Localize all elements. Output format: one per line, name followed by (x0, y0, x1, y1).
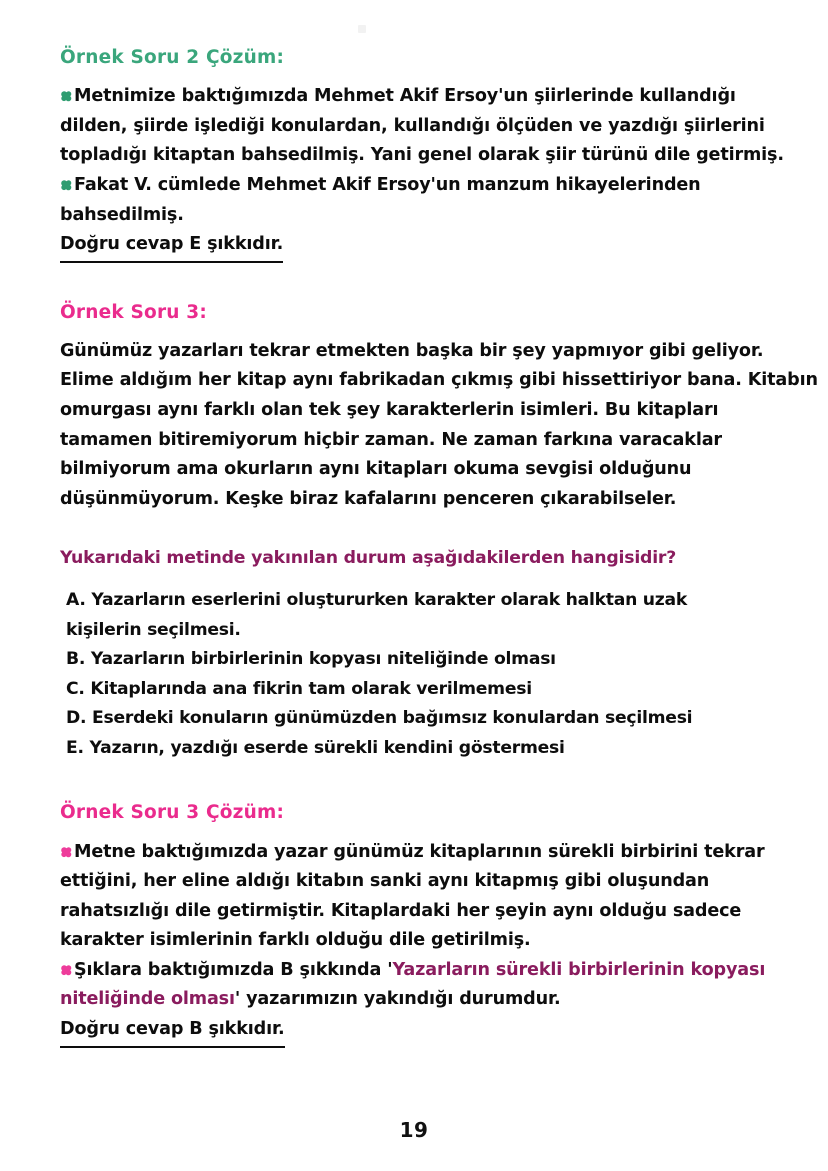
solution-2-bullet-2 (60, 171, 772, 230)
spacer (60, 825, 772, 838)
option-a[interactable] (66, 586, 772, 645)
passage-line-2: Elime aldığım her kitap aynı fabrikadan çıkmış gibi hissettiriyor bana. Kitabın (60, 370, 818, 391)
page-number: 19 (399, 1118, 429, 1142)
passage-line-1: Günümüz yazarları tekrar etmekten başka bir şey yapmıyor gibi geliyor. (60, 340, 764, 361)
scan-artifact (358, 25, 366, 33)
solution-3-answer: Doğru cevap B şıkkıdır. (60, 1015, 285, 1048)
solution-3-b1-line-2: ettiğini, her eline aldığı kitabın sanki aynı kitapmış gibi oluşundan (60, 871, 710, 892)
option-c-line-1: C. Kitaplarında ana fikrin tam olarak verilmemesi (66, 678, 532, 699)
bullet-line (60, 82, 772, 112)
bullet-line (60, 171, 772, 201)
solution-3-b1-line-1: Metne baktığımızda yazar günümüz kitaplarının sürekli birbirini tekrar (74, 841, 765, 862)
spacer (60, 69, 772, 82)
solution-2-answer: Doğru cevap E şıkkıdır. (60, 230, 283, 263)
solution-3-b2-line-2 (60, 985, 772, 1015)
question-3-passage (60, 337, 818, 515)
option-d[interactable] (66, 704, 772, 734)
clover-bullet-icon (60, 90, 73, 103)
question-3-prompt: Yukarıdaki metinde yakınılan durum aşağıdakilerden hangisidir? (60, 548, 677, 569)
solution-3-answer-wrap (60, 1015, 772, 1048)
solution-2-heading: Örnek Soru 2 Çözüm: (60, 47, 285, 68)
section-solution-3 (60, 801, 772, 1047)
solution-3-bullet-2 (60, 956, 772, 1015)
solution-2-b1-line-2: dilden, şiirde işlediği konulardan, kullandığı ölçüden ve yazdığı şiirlerini (60, 115, 765, 136)
solution-2-b1-line-3: topladığı kitaptan bahsedilmiş. Yani genel olarak şiir türünü dile getirmiş. (60, 145, 784, 166)
option-a-line-2: kişilerin seçilmesi. (66, 619, 241, 640)
solution-2-b2-line-2: bahsedilmiş. (60, 204, 184, 225)
option-a-line-1: A. Yazarların eserlerini oluştururken karakter olarak halktan uzak (66, 590, 688, 611)
solution-3-quote-part-1: Yazarların sürekli birbirlerinin kopyası (392, 959, 766, 980)
solution-2-bullet-1 (60, 82, 784, 171)
solution-2-b2-line-1: Fakat V. cümlede Mehmet Akif Ersoy'un manzum hikayelerinden (74, 174, 701, 195)
spacer (60, 324, 772, 337)
option-c[interactable] (66, 675, 772, 705)
solution-3-quote-part-2: niteliğinde olması (60, 989, 235, 1010)
option-b-line-1: B. Yazarların birbirlerinin kopyası niteliğinde olması (66, 649, 556, 670)
spacer (60, 573, 772, 586)
option-e[interactable] (66, 734, 772, 764)
option-d-line-1: D. Eserdeki konuların günümüzden bağımsız konulardan seçilmesi (66, 708, 693, 729)
solution-3-bullet-1 (60, 838, 772, 956)
passage-line-4: tamamen bitiremiyorum hiçbir zaman. Ne zaman farkına varacaklar (60, 429, 722, 450)
solution-3-b2-line-2-post: ' yazarımızın yakındığı durumdur. (234, 989, 561, 1010)
spacer (60, 763, 772, 801)
section-solution-2 (60, 46, 784, 263)
section-question-3 (60, 301, 818, 764)
solution-3-b2-line-1-pre: Şıklara baktığımızda B şıkkında ' (74, 959, 393, 980)
question-3-heading: Örnek Soru 3: (60, 301, 207, 323)
page-content (60, 46, 818, 1048)
clover-bullet-icon (60, 179, 73, 192)
spacer (60, 514, 772, 544)
passage-line-3: omurgası aynı farklı olan tek şey karakterlerin isimleri. Bu kitapları (60, 400, 719, 420)
bullet-line (60, 956, 772, 986)
passage-line-5: bilmiyorum ama okurların aynı kitapları okuma sevgisi olduğunu (60, 459, 692, 480)
solution-3-b1-line-4: karakter isimlerinin farklı olduğu dile getirilmiş. (60, 930, 531, 951)
clover-bullet-icon (60, 846, 73, 859)
question-3-options (60, 586, 772, 763)
bullet-line (60, 838, 772, 868)
solution-3-b1-line-3: rahatsızlığı dile getirmiştir. Kitaplardaki her şeyin aynı olduğu sadece (60, 900, 742, 921)
option-b[interactable] (66, 645, 772, 675)
option-e-line-1: E. Yazarın, yazdığı eserde sürekli kendini göstermesi (66, 737, 565, 758)
clover-bullet-icon (60, 964, 73, 977)
spacer (60, 263, 772, 301)
solution-3-heading: Örnek Soru 3 Çözüm: (60, 802, 285, 824)
passage-line-6: düşünmüyorum. Keşke biraz kafalarını penceren çıkarabilseler. (60, 488, 677, 509)
solution-2-answer-wrap (60, 230, 772, 263)
solution-2-b1-line-1: Metnimize baktığımızda Mehmet Akif Ersoy'un şiirlerinde kullandığı (74, 86, 736, 107)
